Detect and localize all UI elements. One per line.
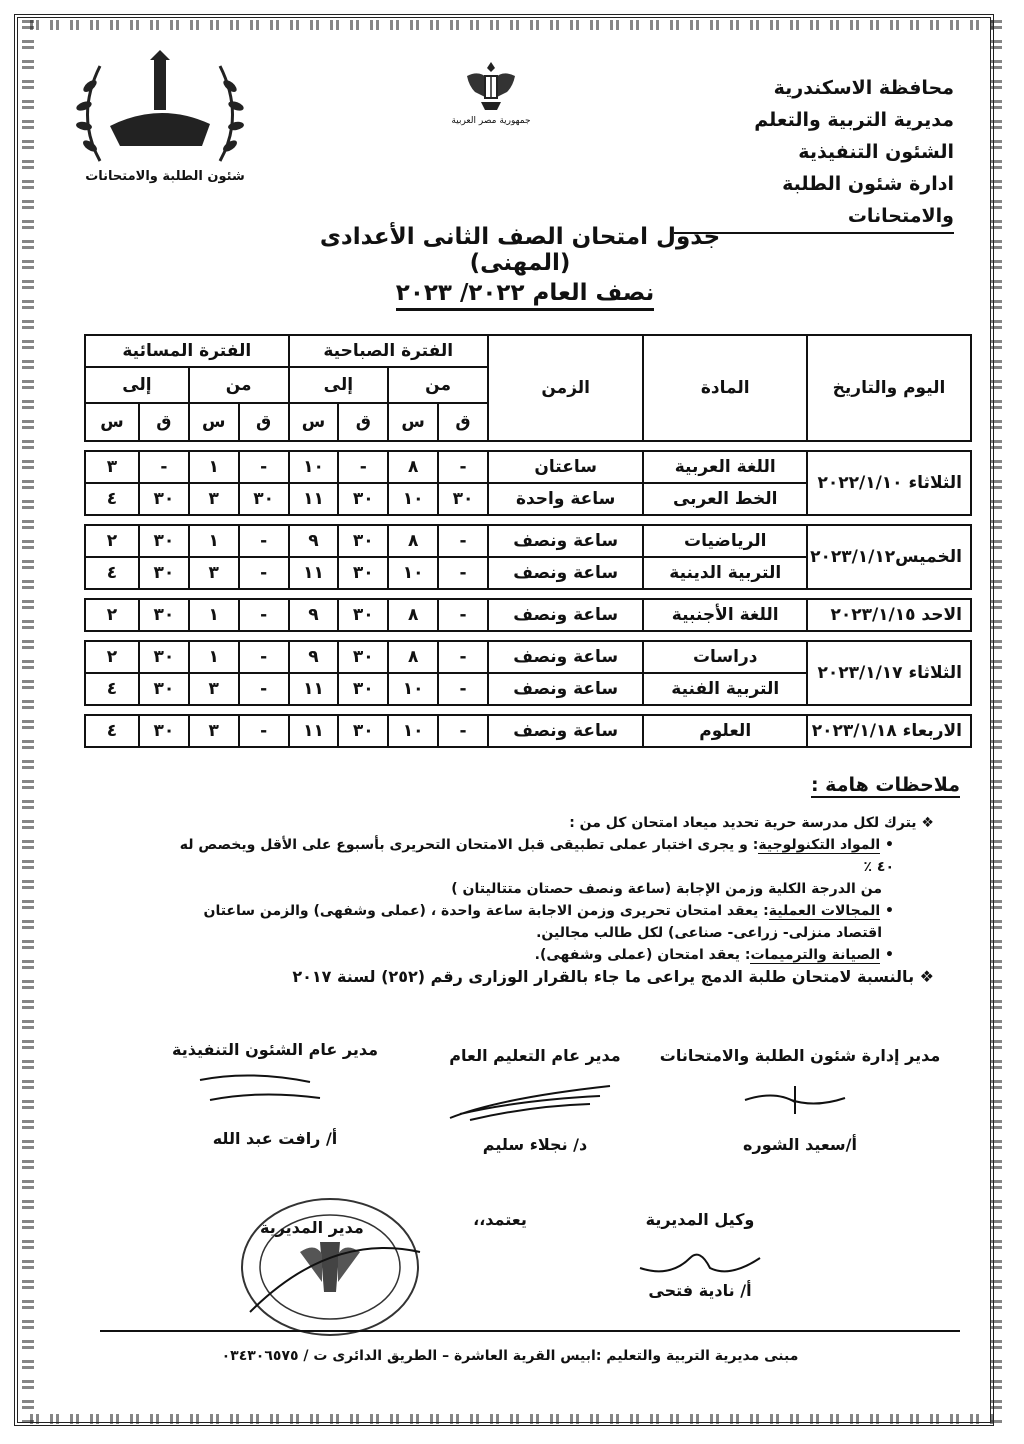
- time-cell: ٨: [388, 451, 438, 483]
- header-morning-to: إلى: [289, 367, 389, 403]
- table-row: [85, 525, 971, 557]
- header-authority: [674, 72, 954, 234]
- table-row: [85, 451, 971, 483]
- header-line-4: ادارة شئون الطلبة والامتحانات: [674, 168, 954, 234]
- time-cell: ١٠: [388, 483, 438, 515]
- time-cell: ٣٠: [139, 525, 189, 557]
- header-min: ق: [438, 403, 488, 441]
- page-subtitle: [395, 280, 655, 306]
- notes-title: ملاحظات هامة :: [810, 774, 960, 796]
- header-hour: س: [189, 403, 239, 441]
- eagle-icon: [461, 58, 521, 114]
- header-hour: س: [289, 403, 339, 441]
- day-date-cell: الخميس٢٠٢٣/١/١٢: [807, 525, 971, 589]
- signature-name: أ/سعيد الشوره: [743, 1135, 857, 1154]
- header-hour: س: [85, 403, 139, 441]
- time-cell: ٣٠: [139, 483, 189, 515]
- subject-cell: اللغة الأجنبية: [643, 599, 807, 631]
- header-subject: المادة: [643, 335, 807, 441]
- note-item-cont: [164, 922, 954, 944]
- note-4-text: : يعقد امتحان (عملى وشفهى).: [534, 947, 751, 963]
- table-row: [85, 715, 971, 747]
- notes-block: [164, 812, 954, 988]
- time-cell: ٩: [289, 525, 339, 557]
- time-cell: -: [438, 525, 488, 557]
- time-cell: ٤: [85, 673, 139, 705]
- duration-cell: ساعة ونصف: [488, 557, 644, 589]
- time-cell: ٣٠: [438, 483, 488, 515]
- header-min: ق: [338, 403, 388, 441]
- day-date-cell: الثلاثاء ٢٠٢٢/١/١٠: [807, 451, 971, 515]
- time-cell: ٤: [85, 557, 139, 589]
- subject-cell: دراسات: [643, 641, 807, 673]
- time-cell: ٣٠: [338, 525, 388, 557]
- day-date-cell: الاحد ٢٠٢٣/١/١٥: [807, 599, 971, 631]
- time-cell: ٣: [189, 715, 239, 747]
- time-cell: ١: [189, 641, 239, 673]
- signature-title: مدير المديرية: [260, 1218, 364, 1237]
- day-date-cell: الثلاثاء ٢٠٢٣/١/١٧: [807, 641, 971, 705]
- signature-block: [150, 1040, 400, 1148]
- header-duration: الزمن: [488, 335, 644, 441]
- footer-address: مبنى مديرية التربية والتعليم :ابيس القرية العاشرة – الطريق الدائرى ت / ٠٣٤٣٠٦٥٧٥: [221, 1348, 799, 1364]
- note-4-label: الصيانة والترميمات: [750, 947, 881, 963]
- subject-cell: الرياضيات: [643, 525, 807, 557]
- time-cell: ٣٠: [338, 557, 388, 589]
- approval-label: [450, 1210, 550, 1229]
- time-cell: ٢: [85, 599, 139, 631]
- time-cell: -: [139, 451, 189, 483]
- time-cell: ٣٠: [338, 673, 388, 705]
- page-title: جدول امتحان الصف الثانى الأعدادى (المهنى): [319, 224, 721, 276]
- header-evening: الفترة المسائية: [85, 335, 289, 367]
- time-cell: ١١: [289, 673, 339, 705]
- time-cell: ٣٠: [139, 641, 189, 673]
- time-cell: ١: [189, 451, 239, 483]
- header-line-3: الشئون التنفيذية: [798, 141, 954, 163]
- time-cell: ٨: [388, 525, 438, 557]
- eagle-emblem: [436, 58, 546, 126]
- duration-cell: ساعة ونصف: [488, 641, 644, 673]
- time-cell: ١٠: [388, 673, 438, 705]
- signature-name: أ/ رافت عبد الله: [212, 1129, 338, 1148]
- time-cell: ١١: [289, 715, 339, 747]
- time-cell: ٣: [189, 673, 239, 705]
- header-line-2: مديرية التربية والتعلم: [754, 109, 954, 131]
- note-item: ❖ بالنسبة لامتحان طلبة الدمج يراعى ما جاء بالقرار الوزارى رقم (٢٥٢) لسنة ٢٠١٧: [292, 967, 934, 986]
- logo-caption: شئون الطلبة والامتحانات: [85, 169, 245, 184]
- note-1: يترك لكل مدرسة حرية تحديد ميعاد امتحان كل من :: [569, 815, 917, 831]
- time-cell: ٣٠: [139, 599, 189, 631]
- subject-cell: الخط العربى: [643, 483, 807, 515]
- time-cell: ١١: [289, 557, 339, 589]
- handwritten-signature: [190, 1070, 340, 1120]
- time-cell: ١١: [289, 483, 339, 515]
- time-cell: ٢: [85, 641, 139, 673]
- signature-name: أ/ نادية فتحى: [648, 1281, 752, 1300]
- signature-block: [600, 1210, 800, 1300]
- time-cell: -: [438, 673, 488, 705]
- director-stamp-block: [220, 1192, 440, 1346]
- note-item: • الصيانة والترميمات: يعقد امتحان (عملى وشفهى).: [534, 947, 894, 963]
- time-cell: ٣٠: [239, 483, 289, 515]
- note-item: • المواد التكنولوجية: و يجرى اختبار عملى تطبيقى قبل الامتحان التحريرى بأسبوع على الأقل ويخصص له ٤٠ ٪: [179, 837, 894, 875]
- signature-block: [430, 1046, 640, 1154]
- time-cell: ٣٠: [338, 715, 388, 747]
- note-2-label: المواد التكنولوجية: [758, 837, 881, 853]
- handwritten-signature: [440, 1078, 620, 1128]
- approve-text: يعتمد،،: [473, 1210, 527, 1229]
- duration-cell: ساعة ونصف: [488, 673, 644, 705]
- time-cell: ٨: [388, 641, 438, 673]
- time-cell: ١٠: [388, 557, 438, 589]
- time-cell: -: [438, 451, 488, 483]
- time-cell: -: [239, 525, 289, 557]
- header-hour: س: [388, 403, 438, 441]
- note-3-line2: اقتصاد منزلى- زراعى- صناعى) لكل طالب مجالين.: [536, 925, 882, 941]
- signature-title: مدير عام الشئون التنفيذية: [171, 1040, 379, 1059]
- time-cell: -: [239, 641, 289, 673]
- subtitle-text: نصف العام ٢٠٢٢/ ٢٠٢٣: [396, 280, 654, 311]
- table-row: [85, 641, 971, 673]
- time-cell: ٣٠: [139, 715, 189, 747]
- time-cell: ٨: [388, 599, 438, 631]
- time-cell: -: [239, 715, 289, 747]
- time-cell: -: [438, 599, 488, 631]
- time-cell: -: [239, 673, 289, 705]
- time-cell: ٣: [189, 483, 239, 515]
- emblem-caption: جمهورية مصر العربية: [451, 116, 531, 126]
- header-evening-to: إلى: [85, 367, 189, 403]
- time-cell: ٣٠: [338, 599, 388, 631]
- time-cell: ٣٠: [139, 673, 189, 705]
- table-row: [85, 599, 971, 631]
- time-cell: -: [438, 715, 488, 747]
- time-cell: -: [239, 451, 289, 483]
- signature-name: د/ نجلاء سليم: [482, 1135, 588, 1154]
- subject-cell: اللغة العربية: [643, 451, 807, 483]
- time-cell: ٣: [85, 451, 139, 483]
- note-item: ❖ يترك لكل مدرسة حرية تحديد ميعاد امتحان كل من :: [569, 815, 934, 831]
- laurel-ship-logo-icon: [70, 46, 250, 171]
- note-2-line2: من الدرجة الكلية وزمن الإجابة (ساعة ونصف حصتان متتاليتان ): [451, 881, 882, 897]
- signature-title: مدير عام التعليم العام: [449, 1046, 621, 1065]
- note-2-text: : و يجرى اختبار عملى تطبيقى قبل الامتحان التحريرى بأسبوع على الأقل ويخصص له ٤٠ ٪: [179, 837, 894, 875]
- exam-schedule-table: [84, 334, 972, 748]
- time-cell: ١٠: [388, 715, 438, 747]
- time-cell: ١٠: [289, 451, 339, 483]
- notes-heading: [811, 774, 960, 796]
- department-logo: [70, 46, 250, 186]
- note-item-cont: [164, 878, 954, 900]
- time-cell: ٤: [85, 715, 139, 747]
- header-morning-from: من: [388, 367, 488, 403]
- subject-cell: العلوم: [643, 715, 807, 747]
- time-cell: ٢: [85, 525, 139, 557]
- official-seal-icon: [230, 1192, 430, 1342]
- header-min: ق: [139, 403, 189, 441]
- subject-cell: التربية الدينية: [643, 557, 807, 589]
- note-item: • المجالات العملية: يعقد امتحان تحريرى وزمن الاجابة ساعة واحدة ، (عملى وشفهى) والزمن ساعتان: [203, 903, 894, 919]
- time-cell: ٩: [289, 641, 339, 673]
- time-cell: ٩: [289, 599, 339, 631]
- header-min: ق: [239, 403, 289, 441]
- duration-cell: ساعتان: [488, 451, 644, 483]
- handwritten-signature: [735, 1080, 855, 1120]
- time-cell: ١: [189, 599, 239, 631]
- time-cell: -: [438, 557, 488, 589]
- duration-cell: ساعة ونصف: [488, 599, 644, 631]
- note-3-label: المجالات العملية: [768, 903, 881, 919]
- time-cell: -: [438, 641, 488, 673]
- handwritten-signature: [630, 1238, 770, 1288]
- time-cell: ٣٠: [139, 557, 189, 589]
- signature-title: مدير إدارة شئون الطلبة والامتحانات: [659, 1046, 941, 1065]
- time-cell: ٣: [189, 557, 239, 589]
- duration-cell: ساعة ونصف: [488, 525, 644, 557]
- note-5: بالنسبة لامتحان طلبة الدمج يراعى ما جاء بالقرار الوزارى رقم (٢٥٢) لسنة ٢٠١٧: [292, 967, 915, 986]
- header-day: اليوم والتاريخ: [807, 335, 971, 441]
- footer-divider: [100, 1330, 960, 1332]
- time-cell: -: [239, 557, 289, 589]
- duration-cell: ساعة ونصف: [488, 715, 644, 747]
- time-cell: -: [338, 451, 388, 483]
- day-date-cell: الاربعاء ٢٠٢٣/١/١٨: [807, 715, 971, 747]
- header-morning: الفترة الصباحية: [289, 335, 488, 367]
- signature-block: [655, 1046, 945, 1154]
- time-cell: ٣٠: [338, 641, 388, 673]
- time-cell: -: [239, 599, 289, 631]
- note-3-text: : يعقد امتحان تحريرى وزمن الاجابة ساعة واحدة ، (عملى وشفهى) والزمن ساعتان: [203, 903, 769, 919]
- signature-title: وكيل المديرية: [645, 1210, 755, 1229]
- duration-cell: ساعة واحدة: [488, 483, 644, 515]
- time-cell: ٣٠: [338, 483, 388, 515]
- header-line-1: محافظة الاسكندرية: [773, 77, 954, 99]
- time-cell: ٤: [85, 483, 139, 515]
- time-cell: ١: [189, 525, 239, 557]
- subject-cell: التربية الفنية: [643, 673, 807, 705]
- header-evening-from: من: [189, 367, 289, 403]
